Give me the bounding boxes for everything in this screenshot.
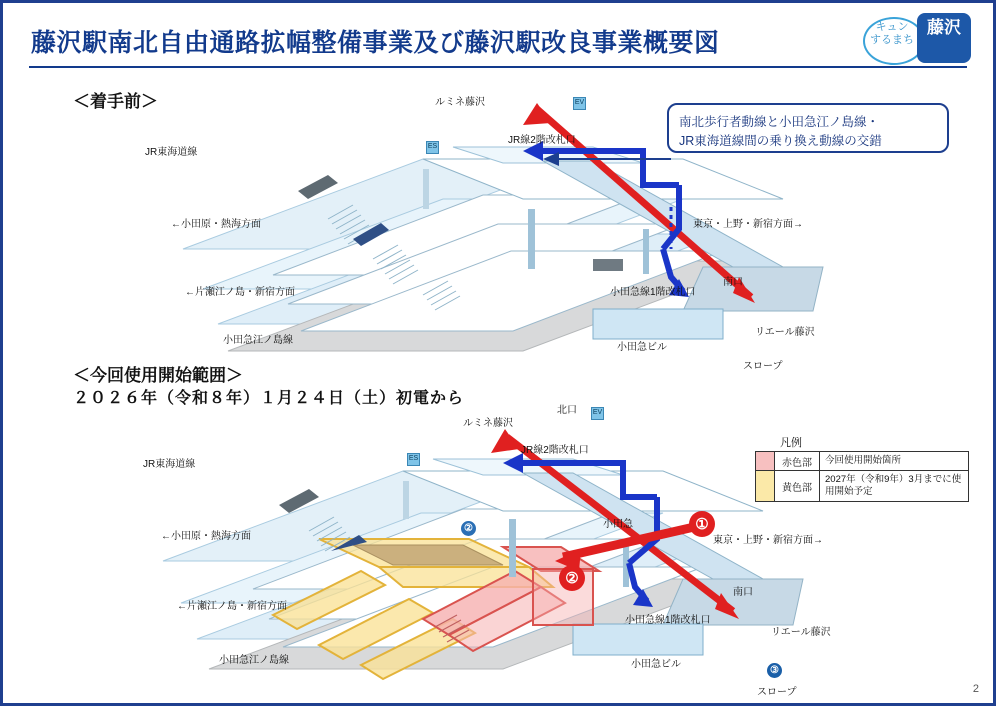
legend-row-yellow xyxy=(756,471,968,501)
elevator-icon: EV xyxy=(573,97,586,110)
label2-south-exit: 南口 xyxy=(733,587,753,598)
callout-line-1: 南北歩行者動線と小田急江ノ島線・ xyxy=(679,115,880,129)
label2-odakyu-1f-gate: 小田急線1階改札口 xyxy=(625,615,711,626)
marker-3: ③ xyxy=(767,663,782,678)
page-number: 2 xyxy=(972,683,979,695)
legend-row-red xyxy=(756,452,968,471)
marker-1: ① xyxy=(689,511,715,537)
legend-key-red: 赤色部 xyxy=(775,452,820,470)
legend-swatch-yellow xyxy=(756,471,775,501)
legend-box xyxy=(755,437,969,502)
slide-header xyxy=(3,3,993,73)
brand-logo xyxy=(863,13,971,65)
label-katase-shinjuku: ←片瀬江ノ島・新宿方面 xyxy=(185,287,295,298)
legend-text-red: 今回使用開始箇所 xyxy=(825,455,902,466)
legend-key-yellow: 黄色部 xyxy=(775,471,820,501)
label2-odawara-atami: ←小田原・熱海方面 xyxy=(161,531,251,542)
callout-line-2: JR東海道線間の乗り換え動線の交錯 xyxy=(679,134,882,148)
label2-odakyu: 小田急 xyxy=(603,519,633,530)
section-after-label: ＜今回使用開始範囲＞ xyxy=(73,366,243,385)
label2-jr-tokaido-line: JR東海道線 xyxy=(143,459,196,470)
label2-slope: スロープ xyxy=(757,687,797,698)
label2-lumine-fujisawa: ルミネ藤沢 xyxy=(463,418,513,429)
label2-katase-shinjuku: ←片瀬江ノ島・新宿方面 xyxy=(177,601,287,612)
escalator-icon: ES xyxy=(426,141,439,154)
label2-rielle-fujisawa: リエール藤沢 xyxy=(771,627,831,638)
label-odakyu-1f-gate: 小田急線1階改札口 xyxy=(610,287,696,298)
elevator-icon-2: EV xyxy=(591,407,604,420)
logo-square-text: 藤沢 xyxy=(917,13,971,63)
escalator-icon-2: ES xyxy=(407,453,420,466)
marker-2-small: ② xyxy=(461,521,476,536)
label2-tokyo-ueno-shinjuku: 東京・上野・新宿方面→ xyxy=(713,535,823,546)
callout-crossing-flows xyxy=(667,103,949,153)
label2-odakyu-enoshima-line: 小田急江ノ島線 xyxy=(219,655,289,666)
label-jr-2f-gate: JR線2階改札口 xyxy=(508,135,576,146)
page-title: 藤沢駅南北自由通路拡幅整備事業及び藤沢駅改良事業概要図 xyxy=(31,29,720,57)
legend-text-yellow: 2027年（令和9年）3月までに使用開始予定 xyxy=(825,474,962,497)
label-slope: スロープ xyxy=(743,361,783,372)
label2-jr-2f-gate: JR線2階改札口 xyxy=(521,445,589,456)
section-before-label: ＜着手前＞ xyxy=(73,92,158,111)
title-divider xyxy=(29,66,967,68)
label-odakyu-building: 小田急ビル xyxy=(617,342,667,353)
marker-2: ② xyxy=(559,565,585,591)
label-tokyo-ueno-shinjuku: 東京・上野・新宿方面→ xyxy=(693,219,803,230)
logo-circle-text: キュン するまち xyxy=(870,21,914,46)
section-after-sublabel: ２０２６年（令和８年）１月２４日（土）初電から xyxy=(73,390,465,407)
label-lumine-fujisawa: ルミネ藤沢 xyxy=(435,97,485,108)
legend-title: 凡例 xyxy=(780,437,802,449)
label2-north-exit: 北口 xyxy=(557,405,577,416)
label-odakyu-enoshima-line: 小田急江ノ島線 xyxy=(223,335,293,346)
label-rielle-fujisawa: リエール藤沢 xyxy=(755,327,815,338)
legend-swatch-red xyxy=(756,452,775,470)
label-jr-tokaido-line: JR東海道線 xyxy=(145,147,198,158)
label2-odakyu-building: 小田急ビル xyxy=(631,659,681,670)
label-odawara-atami: ←小田原・熱海方面 xyxy=(171,219,261,230)
label-south-exit: 南口 xyxy=(723,277,743,288)
